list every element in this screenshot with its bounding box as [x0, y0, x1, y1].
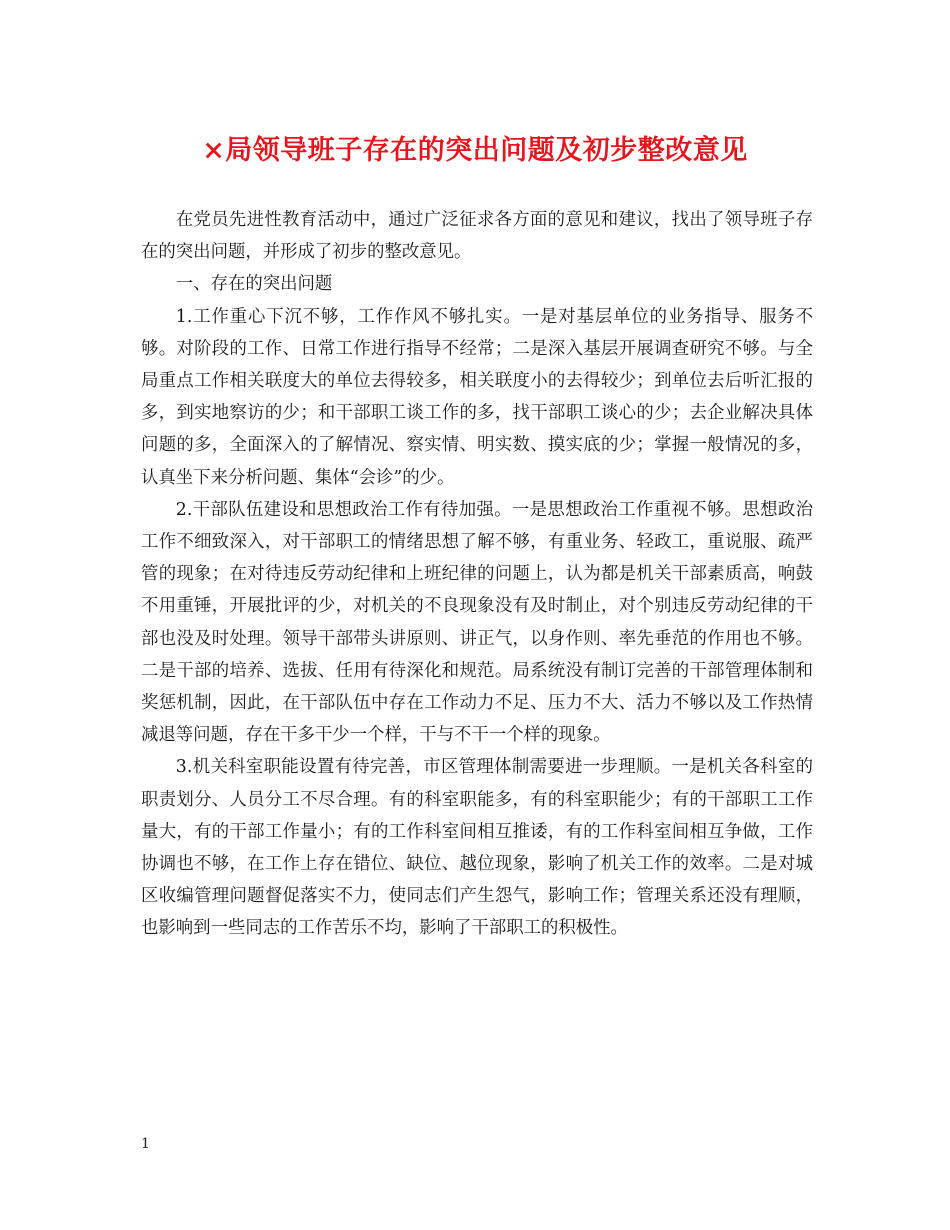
page-number: 1: [141, 1136, 150, 1152]
paragraph-item-3: 3.机关科室职能设置有待完善，市区管理体制需要进一步理顺。一是机关各科室的职责划分、人员分工不尽合理。有的科室职能多，有的科室职能少；有的干部职工工作量大，有的干部工作量小；有的工作科室间相互推诿，有的工作科室间相互争做，工作协调也不够，在工作上存在错位、缺位、越位现象，影响了机关工作的效率。二是对城区收编管理问题督促落实不力，使同志们产生怨气，影响工作；管理关系还没有理顺，也影响到一些同志的工作苦乐不均，影响了干部职工的积极性。: [141, 757, 813, 939]
paragraph-intro: 在党员先进性教育活动中，通过广泛征求各方面的意见和建议，找出了领导班子存在的突出问题，并形成了初步的整改意见。: [141, 210, 813, 263]
document-body: [141, 204, 813, 945]
section-heading: 一、存在的突出问题: [175, 274, 333, 295]
paragraph-item-2: 2.干部队伍建设和思想政治工作有待加强。一是思想政治工作重视不够。思想政治工作不细致深入，对干部职工的情绪思想了解不够，有重业务、轻政工，重说服、疏严管的现象；在对待违反劳动纪律和上班纪律的问题上，认为都是机关干部素质高，响鼓不用重锤，开展批评的少，对机关的不良现象没有及时制止，对个别违反劳动纪律的干部也没及时处理。领导干部带头讲原则、讲正气，以身作则、率先垂范的作用也不够。二是干部的培养、选拔、任用有待深化和规范。局系统没有制订完善的干部管理体制和奖惩机制，因此，在干部队伍中存在工作动力不足、压力不大、活力不够以及工作热情减退等问题，存在干多干少一个样，干与不干一个样的现象。: [141, 499, 813, 746]
document-title: ×局领导班子存在的突出问题及初步整改意见: [202, 135, 748, 166]
paragraph-item-1: 1.工作重心下沉不够，工作作风不够扎实。一是对基层单位的业务指导、服务不够。对阶段的工作、日常工作进行指导不经常；二是深入基层开展调查研究不够。与全局重点工作相关联度大的单位去得较多，相关联度小的去得较少；到单位去后听汇报的多，到实地察访的少；和干部职工谈工作的多，找干部职工谈心的少；去企业解决具体问题的多，全面深入的了解情况、察实情、明实数、摸实底的少；掌握一般情况的多，认真坐下来分析问题、集体“会诊”的少。: [141, 306, 813, 488]
